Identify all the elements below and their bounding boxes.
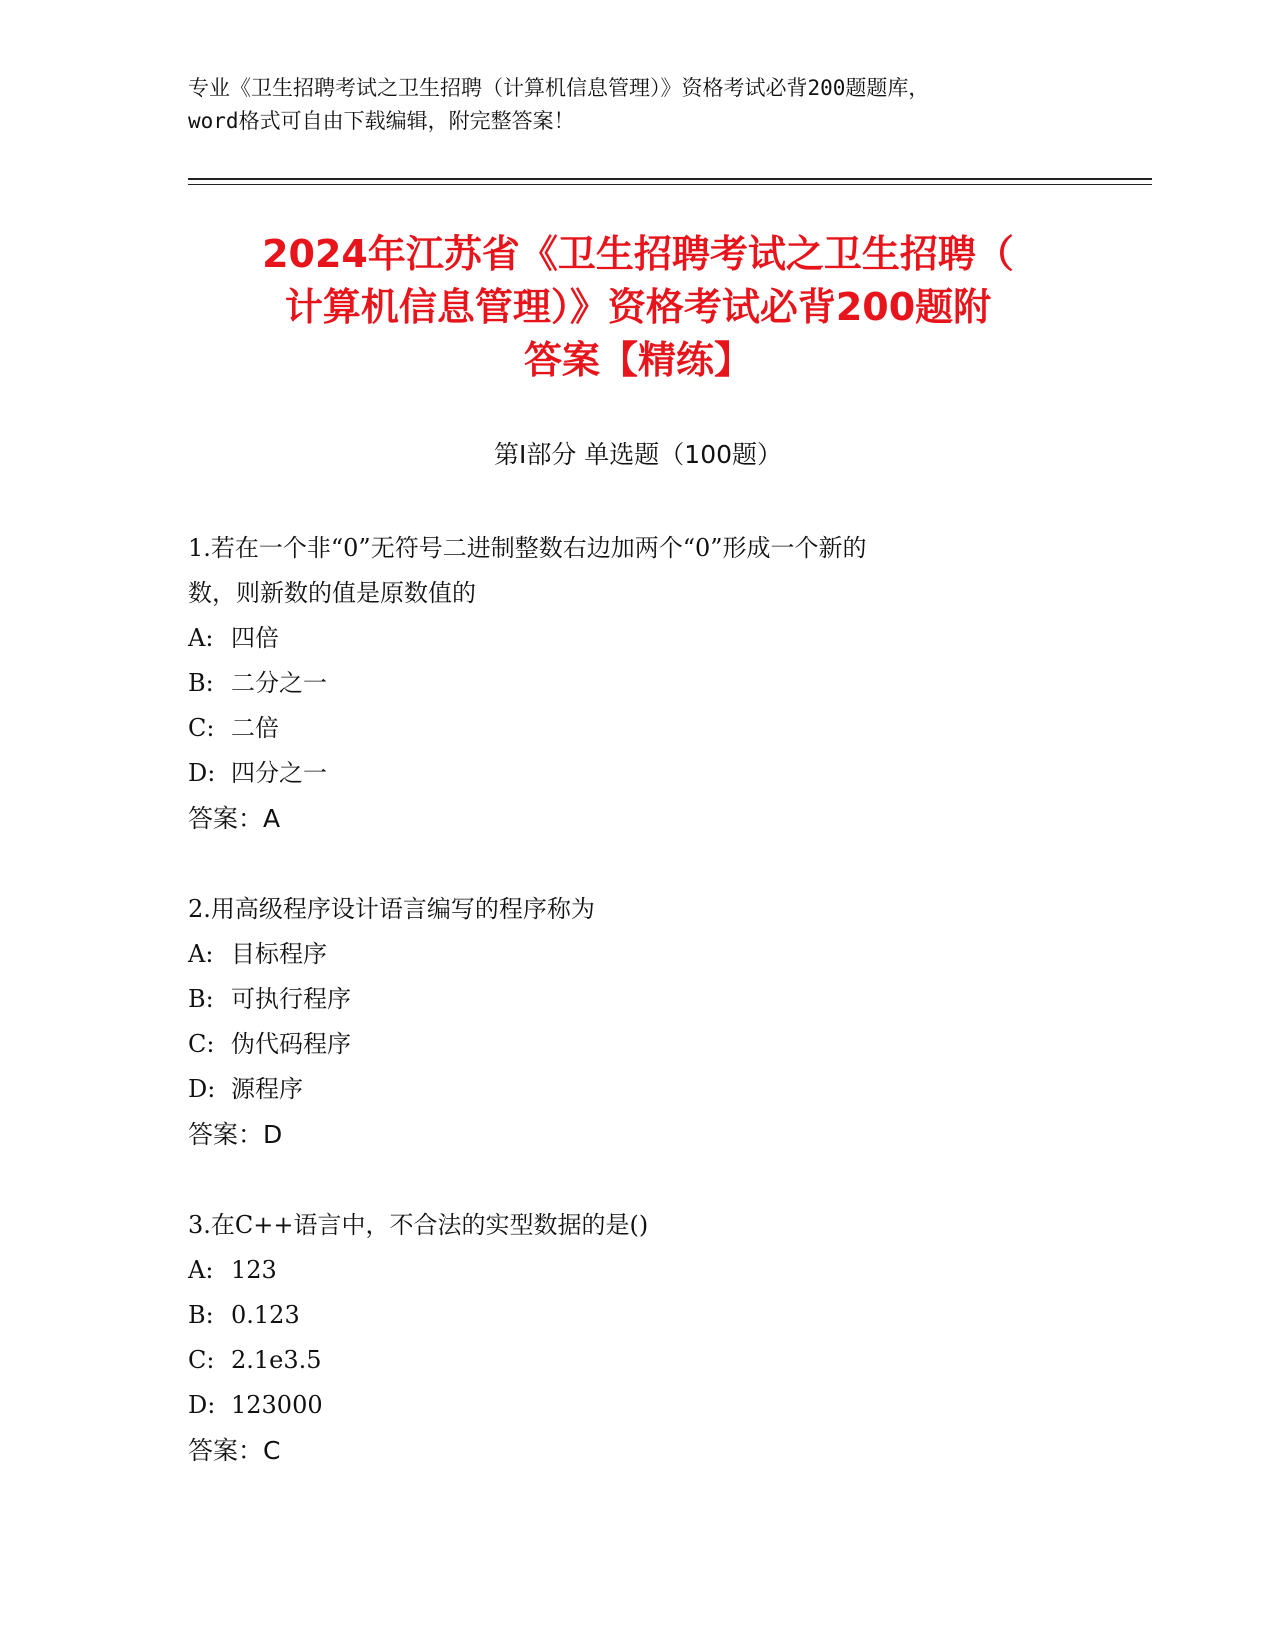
- question-stem-line: 数，则新数的值是原数值的: [188, 579, 476, 607]
- option-letter: A:: [188, 1256, 214, 1284]
- option-text: 四分之一: [231, 759, 327, 787]
- option-b: [188, 661, 1088, 706]
- option-b: [188, 977, 1088, 1022]
- option-d: [188, 751, 1088, 796]
- option-letter: B:: [188, 669, 214, 697]
- option-a: [188, 616, 1088, 661]
- option-letter: C:: [188, 1030, 215, 1058]
- option-letter: C:: [188, 714, 215, 742]
- option-text: 0.123: [231, 1301, 300, 1329]
- option-letter: D:: [188, 759, 216, 787]
- option-c: [188, 706, 1088, 751]
- question-list: [188, 526, 1088, 1519]
- section-title: 第Ⅰ部分 单选题（100题）: [493, 440, 783, 469]
- header-divider-thick: [188, 178, 1152, 180]
- option-letter: A:: [188, 624, 214, 652]
- document-title: [188, 228, 1088, 387]
- answer-line: 答案：D: [188, 1120, 283, 1149]
- option-letter: C:: [188, 1346, 215, 1374]
- option-text: 二倍: [231, 714, 279, 742]
- title-line-2: 计算机信息管理）》资格考试必背200题附: [284, 285, 992, 329]
- option-letter: B:: [188, 1301, 214, 1329]
- title-line-1: 2024年江苏省《卫生招聘考试之卫生招聘（: [262, 232, 1014, 276]
- option-text: 目标程序: [231, 940, 327, 968]
- option-text: 可执行程序: [231, 985, 351, 1013]
- option-text: 123: [231, 1256, 277, 1284]
- question-3: [188, 1203, 1088, 1473]
- option-letter: A:: [188, 940, 214, 968]
- option-letter: D:: [188, 1391, 216, 1419]
- option-c: [188, 1338, 1088, 1383]
- question-1: [188, 526, 1088, 841]
- question-2: [188, 887, 1088, 1157]
- title-line-3: 答案【精练】: [523, 338, 752, 382]
- option-d: [188, 1383, 1088, 1428]
- option-text: 2.1e3.5: [231, 1346, 322, 1374]
- option-letter: D:: [188, 1075, 216, 1103]
- header-note-line-2: word格式可自由下载编辑，附完整答案！: [188, 109, 575, 133]
- header-note-line-1: 专业《卫生招聘考试之卫生招聘（计算机信息管理）》资格考试必背200题题库，: [188, 76, 930, 100]
- option-b: [188, 1293, 1088, 1338]
- header-divider-thin: [188, 184, 1152, 185]
- option-text: 123000: [231, 1391, 323, 1419]
- question-stem-line: 1.若在一个非“0”无符号二进制整数右边加两个“0”形成一个新的: [188, 534, 867, 562]
- option-c: [188, 1022, 1088, 1067]
- header-note: [188, 72, 1088, 138]
- question-stem-line: 3.在C++语言中，不合法的实型数据的是(): [188, 1211, 649, 1239]
- question-stem-line: 2.用高级程序设计语言编写的程序称为: [188, 895, 595, 923]
- option-a: [188, 1248, 1088, 1293]
- option-text: 伪代码程序: [231, 1030, 351, 1058]
- option-a: [188, 932, 1088, 977]
- option-text: 四倍: [231, 624, 279, 652]
- option-letter: B:: [188, 985, 214, 1013]
- answer-line: 答案：A: [188, 804, 281, 833]
- option-text: 二分之一: [231, 669, 327, 697]
- option-text: 源程序: [231, 1075, 303, 1103]
- option-d: [188, 1067, 1088, 1112]
- answer-line: 答案：C: [188, 1436, 281, 1465]
